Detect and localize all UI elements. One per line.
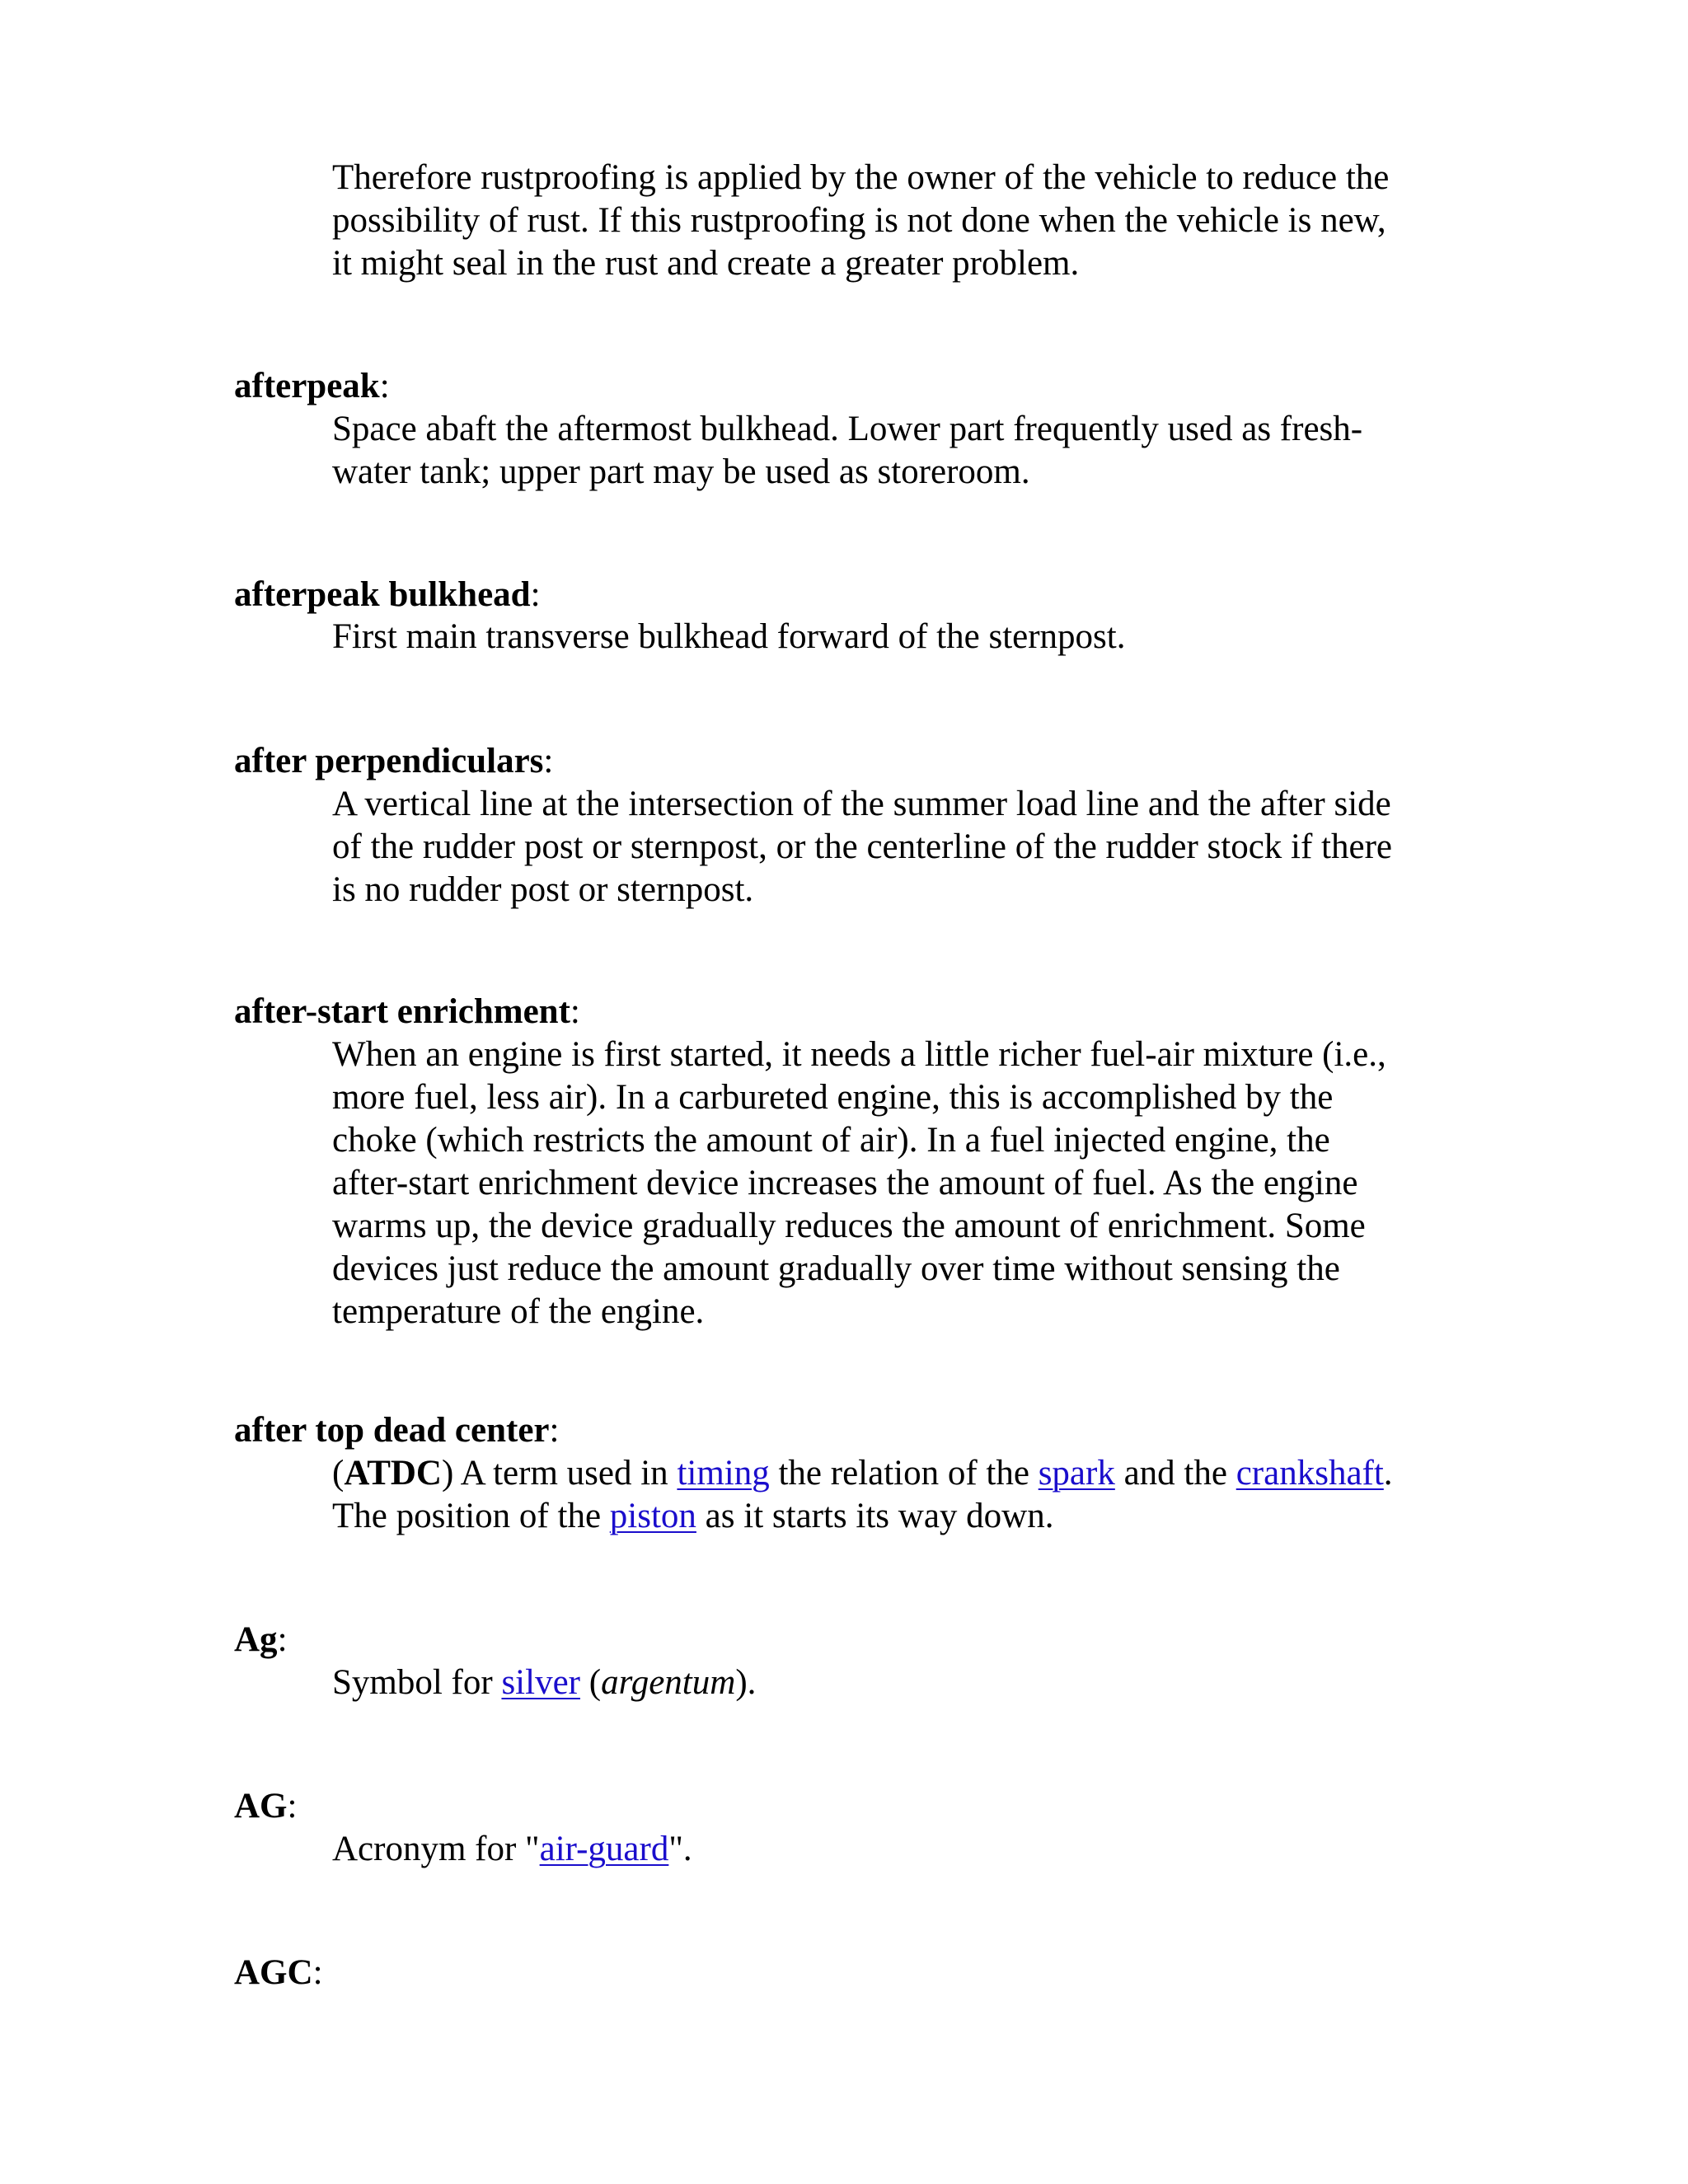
term-label: after perpendiculars xyxy=(234,742,544,780)
intro-line-3: it might seal in the rust and create a greater problem. xyxy=(332,244,1080,283)
text-fragment: and the xyxy=(1114,1454,1236,1493)
text-fragment: The position of the xyxy=(332,1497,610,1535)
term-label: afterpeak xyxy=(234,367,380,405)
term-colon: : xyxy=(530,575,541,614)
definition-line: temperature of the engine. xyxy=(332,1292,705,1331)
definition-line: A vertical line at the intersection of the summer load line and the after side xyxy=(332,785,1391,823)
glossary-term-agc xyxy=(234,1952,323,1994)
definition-after-start-enrichment xyxy=(332,1033,1486,1333)
intro-definition xyxy=(332,157,1486,285)
definition-line: devices just reduce the amount gradually over time without sensing the xyxy=(332,1249,1340,1288)
intro-line-1: Therefore rustproofing is applied by the owner of the vehicle to reduce the xyxy=(332,158,1390,197)
text-fragment: ). xyxy=(735,1663,757,1702)
term-label: Ag xyxy=(234,1620,278,1659)
definition-line: choke (which restricts the amount of air). In a fuel injected engine, the xyxy=(332,1121,1330,1160)
glossary-term-ag-symbol xyxy=(234,1619,288,1661)
glossary-term-ag-acronym xyxy=(234,1785,297,1828)
text-fragment: ". xyxy=(668,1830,692,1868)
glossary-term-afterpeak-bulkhead xyxy=(234,574,541,616)
definition-ag-acronym xyxy=(332,1828,1486,1871)
abbreviation-atdc: ATDC xyxy=(344,1454,442,1493)
link-silver[interactable]: silver xyxy=(501,1663,580,1702)
text-fragment: Acronym for " xyxy=(332,1830,540,1868)
text-fragment: . xyxy=(1383,1454,1393,1493)
definition-afterpeak-bulkhead xyxy=(332,616,1486,658)
definition-line: Space abaft the aftermost bulkhead. Lower part frequently used as fresh- xyxy=(332,410,1363,448)
term-colon: : xyxy=(543,742,554,780)
term-label: AG xyxy=(234,1787,288,1825)
term-label: afterpeak bulkhead xyxy=(234,575,531,614)
definition-after-top-dead-center xyxy=(332,1452,1486,1538)
definition-line: First main transverse bulkhead forward of the sternpost. xyxy=(332,617,1126,656)
text-fragment: ) A term used in xyxy=(441,1454,678,1493)
text-fragment: ( xyxy=(580,1663,602,1702)
definition-line: When an engine is first started, it needs a little richer fuel-air mixture (i.e., xyxy=(332,1035,1386,1074)
term-colon: : xyxy=(379,367,390,405)
text-fragment: as it starts its way down. xyxy=(696,1497,1054,1535)
definition-line xyxy=(332,1495,1486,1538)
definition-line: after-start enrichment device increases the amount of fuel. As the engine xyxy=(332,1164,1358,1202)
term-colon: : xyxy=(549,1411,560,1450)
text-fragment: the relation of the xyxy=(769,1454,1039,1493)
definition-afterpeak xyxy=(332,408,1486,494)
glossary-term-after-perpendiculars xyxy=(234,740,553,783)
glossary-term-after-top-dead-center xyxy=(234,1409,559,1452)
term-colon: : xyxy=(277,1620,288,1659)
definition-line: is no rudder post or sternpost. xyxy=(332,870,754,909)
latin-term: argentum xyxy=(601,1663,736,1702)
intro-line-2: possibility of rust. If this rustproofing is not done when the vehicle is new, xyxy=(332,201,1386,240)
link-timing[interactable]: timing xyxy=(677,1454,770,1493)
link-spark[interactable]: spark xyxy=(1038,1454,1115,1493)
text-fragment: ( xyxy=(332,1454,345,1493)
definition-line: warms up, the device gradually reduces the amount of enrichment. Some xyxy=(332,1207,1366,1245)
term-label: after top dead center xyxy=(234,1411,550,1450)
definition-line xyxy=(332,1661,1486,1704)
definition-line xyxy=(332,1828,1486,1871)
term-label: AGC xyxy=(234,1953,313,1992)
definition-line: more fuel, less air). In a carbureted engine, this is accomplished by the xyxy=(332,1078,1334,1117)
glossary-term-afterpeak xyxy=(234,365,390,408)
text-fragment: Symbol for xyxy=(332,1663,502,1702)
definition-ag-symbol xyxy=(332,1661,1486,1704)
link-piston[interactable]: piston xyxy=(609,1497,696,1535)
term-colon: : xyxy=(287,1787,298,1825)
link-air-guard[interactable]: air-guard xyxy=(539,1830,669,1868)
definition-line: water tank; upper part may be used as storeroom. xyxy=(332,452,1030,491)
definition-after-perpendiculars xyxy=(332,783,1486,912)
definition-line: of the rudder post or sternpost, or the centerline of the rudder stock if there xyxy=(332,827,1392,866)
glossary-term-after-start-enrichment xyxy=(234,991,580,1033)
term-colon: : xyxy=(312,1953,323,1992)
definition-line xyxy=(332,1452,1486,1495)
term-label: after-start enrichment xyxy=(234,992,570,1031)
term-colon: : xyxy=(570,992,580,1031)
link-crankshaft[interactable]: crankshaft xyxy=(1236,1454,1384,1493)
